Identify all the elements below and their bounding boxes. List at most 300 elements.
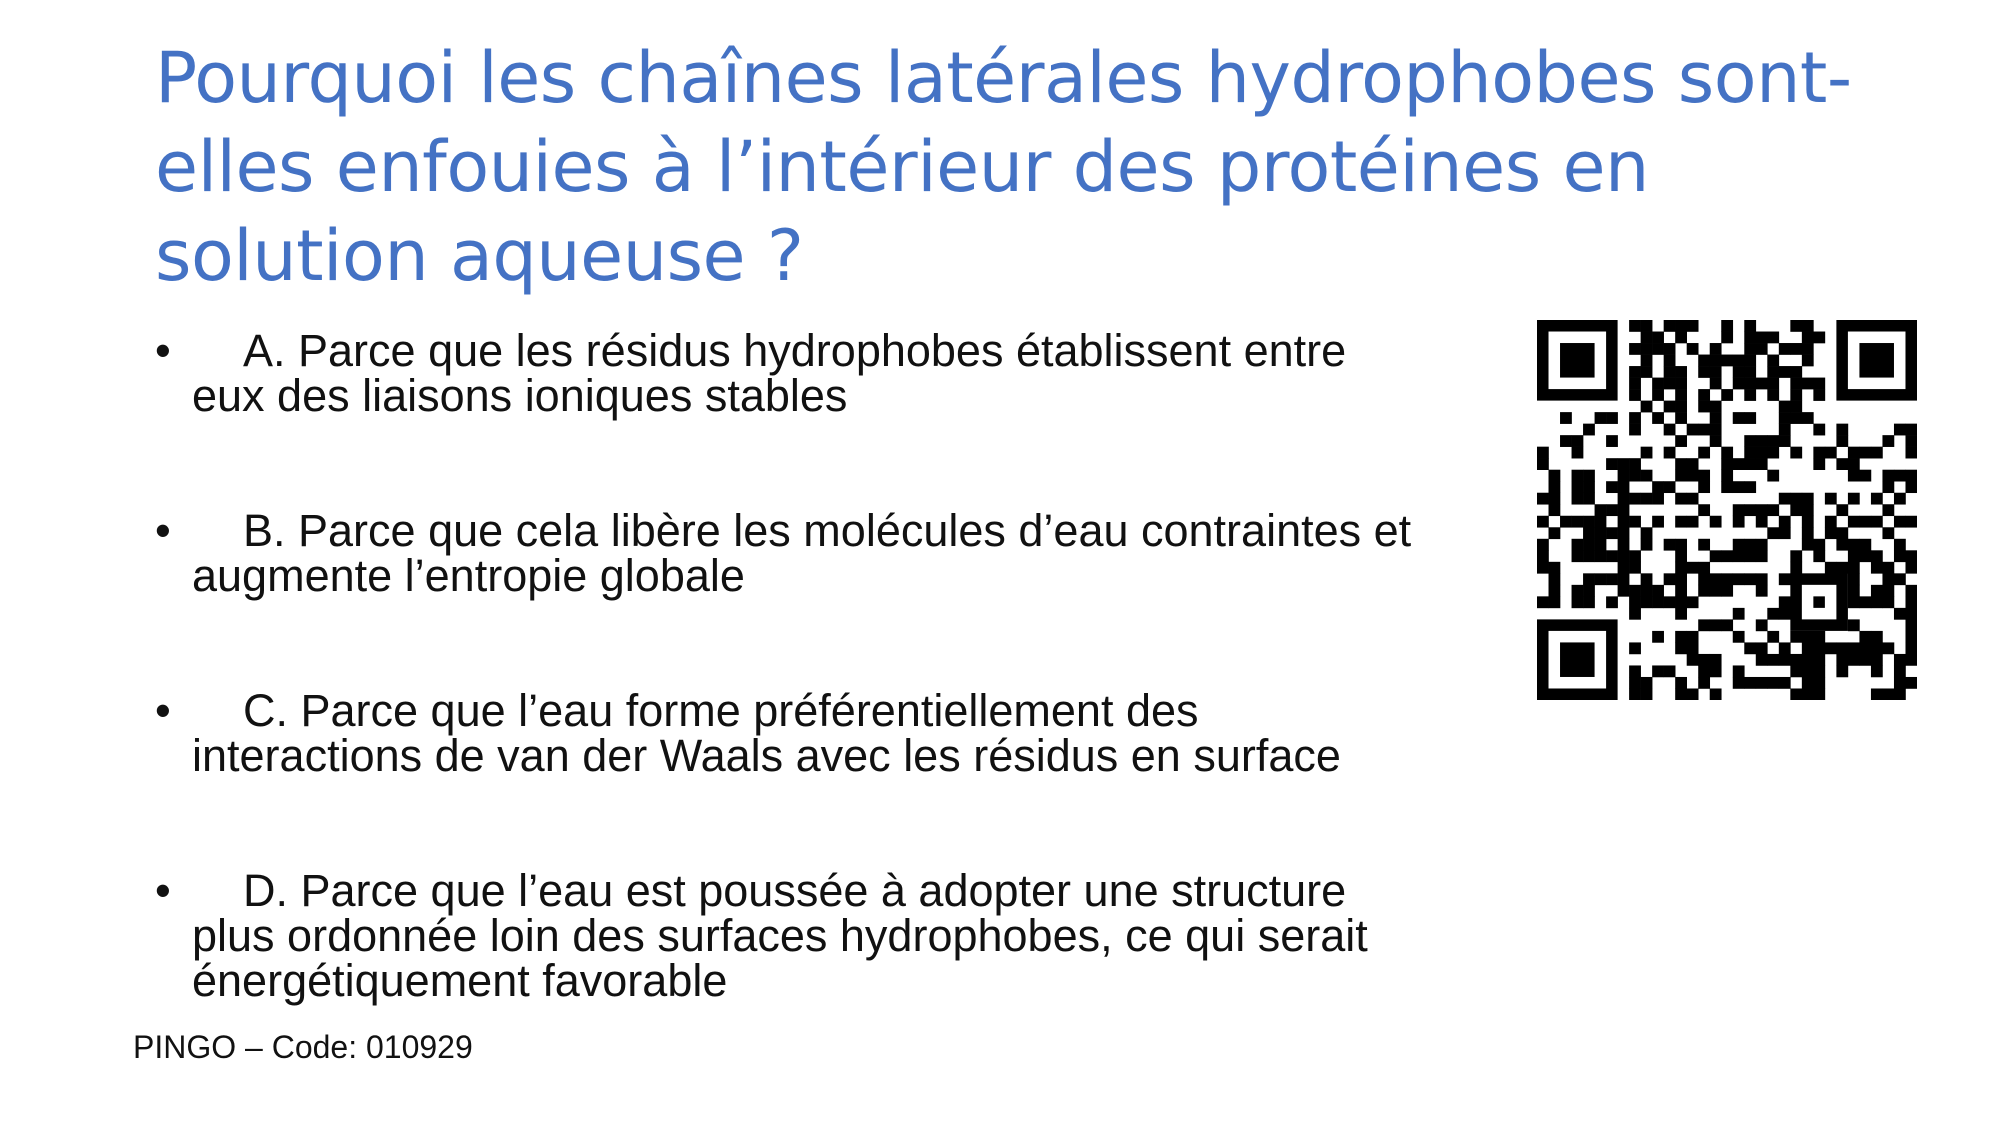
qr-module bbox=[1848, 470, 1860, 482]
qr-module bbox=[1606, 596, 1618, 608]
qr-module bbox=[1618, 516, 1630, 528]
qr-module bbox=[1905, 596, 1917, 608]
qr-module bbox=[1836, 458, 1848, 470]
qr-module bbox=[1595, 550, 1607, 562]
qr-module bbox=[1744, 332, 1756, 344]
qr-module bbox=[1802, 504, 1814, 516]
qr-module bbox=[1652, 343, 1664, 355]
qr-module bbox=[1790, 447, 1802, 459]
qr-module bbox=[1882, 642, 1894, 654]
qr-module bbox=[1675, 585, 1687, 597]
qr-module bbox=[1767, 504, 1779, 516]
qr-module bbox=[1549, 596, 1561, 608]
qr-module bbox=[1756, 435, 1768, 447]
qr-module bbox=[1859, 654, 1871, 666]
qr-module bbox=[1618, 562, 1630, 574]
qr-module bbox=[1790, 550, 1802, 562]
option-b-line-1: B. Parce que cela libère les molécules d’eau contraintes et bbox=[243, 505, 1412, 556]
qr-module bbox=[1871, 550, 1883, 562]
qr-module bbox=[1779, 366, 1791, 378]
qr-module bbox=[1802, 332, 1814, 344]
qr-module bbox=[1802, 631, 1814, 643]
qr-module bbox=[1905, 562, 1917, 574]
qr-module bbox=[1871, 654, 1883, 666]
qr-module bbox=[1721, 470, 1733, 482]
qr-module bbox=[1905, 585, 1917, 597]
qr-module bbox=[1641, 493, 1653, 505]
qr-module bbox=[1882, 470, 1894, 482]
bullet: • bbox=[155, 865, 171, 916]
qr-module bbox=[1744, 481, 1756, 493]
qr-module bbox=[1629, 688, 1641, 700]
qr-module bbox=[1629, 608, 1641, 620]
qr-module bbox=[1687, 493, 1699, 505]
qr-module bbox=[1825, 447, 1837, 459]
qr-module bbox=[1905, 481, 1917, 493]
qr-module bbox=[1537, 539, 1549, 551]
qr-module bbox=[1744, 642, 1756, 654]
qr-module bbox=[1859, 447, 1871, 459]
qr-module bbox=[1733, 550, 1745, 562]
qr-module bbox=[1618, 527, 1630, 539]
qr-module bbox=[1744, 366, 1756, 378]
qr-module bbox=[1733, 481, 1745, 493]
qr-module bbox=[1802, 527, 1814, 539]
qr-module bbox=[1675, 378, 1687, 390]
qr-module bbox=[1629, 665, 1641, 677]
qr-module bbox=[1905, 608, 1917, 620]
qr-module bbox=[1871, 688, 1883, 700]
option-d-line-2: plus ordonnée loin des surfaces hydrophobes, ce qui serait bbox=[192, 910, 1368, 961]
qr-module bbox=[1779, 343, 1791, 355]
qr-module bbox=[1687, 343, 1699, 355]
qr-module bbox=[1733, 539, 1745, 551]
qr-code-icon bbox=[1537, 320, 1917, 700]
qr-module bbox=[1618, 481, 1630, 493]
qr-module bbox=[1767, 631, 1779, 643]
qr-module bbox=[1733, 355, 1745, 367]
qr-module bbox=[1629, 596, 1641, 608]
qr-module bbox=[1721, 619, 1733, 631]
qr-module bbox=[1744, 504, 1756, 516]
qr-module bbox=[1836, 562, 1848, 574]
qr-module bbox=[1572, 435, 1584, 447]
qr-module bbox=[1652, 378, 1664, 390]
qr-module bbox=[1779, 424, 1791, 436]
qr-module bbox=[1583, 516, 1595, 528]
qr-module bbox=[1779, 493, 1791, 505]
qr-module bbox=[1790, 343, 1802, 355]
qr-module bbox=[1813, 642, 1825, 654]
qr-module bbox=[1687, 654, 1699, 666]
qr-module bbox=[1710, 516, 1722, 528]
qr-module bbox=[1664, 355, 1676, 367]
qr-module bbox=[1790, 320, 1802, 332]
qr-module bbox=[1583, 573, 1595, 585]
qr-module bbox=[1767, 527, 1779, 539]
qr-module bbox=[1618, 573, 1630, 585]
qr-module bbox=[1641, 688, 1653, 700]
qr-module bbox=[1905, 619, 1917, 631]
qr-module bbox=[1641, 527, 1653, 539]
qr-module bbox=[1813, 447, 1825, 459]
qr-module bbox=[1779, 608, 1791, 620]
qr-module bbox=[1733, 378, 1745, 390]
qr-module bbox=[1836, 527, 1848, 539]
qr-module bbox=[1675, 389, 1687, 401]
qr-module bbox=[1698, 424, 1710, 436]
qr-module bbox=[1894, 516, 1906, 528]
qr-module bbox=[1652, 585, 1664, 597]
qr-module bbox=[1905, 470, 1917, 482]
qr-module bbox=[1675, 550, 1687, 562]
qr-module bbox=[1687, 424, 1699, 436]
qr-module bbox=[1549, 573, 1561, 585]
title-line-1: Pourquoi les chaînes latérales hydrophobes sont- bbox=[155, 37, 1852, 119]
qr-module bbox=[1641, 320, 1653, 332]
qr-module bbox=[1721, 481, 1733, 493]
qr-module bbox=[1641, 677, 1653, 689]
qr-module bbox=[1710, 573, 1722, 585]
qr-module bbox=[1710, 366, 1722, 378]
qr-module bbox=[1710, 619, 1722, 631]
qr-module bbox=[1767, 435, 1779, 447]
qr-module bbox=[1767, 677, 1779, 689]
qr-module bbox=[1882, 481, 1894, 493]
qr-module bbox=[1721, 585, 1733, 597]
qr-module bbox=[1767, 366, 1779, 378]
qr-module bbox=[1813, 677, 1825, 689]
qr-module bbox=[1664, 320, 1676, 332]
qr-module bbox=[1721, 573, 1733, 585]
qr-module bbox=[1583, 539, 1595, 551]
qr-module bbox=[1790, 493, 1802, 505]
qr-module bbox=[1710, 585, 1722, 597]
qr-module bbox=[1882, 573, 1894, 585]
qr-module bbox=[1698, 677, 1710, 689]
qr-module bbox=[1641, 447, 1653, 459]
qr-module bbox=[1595, 573, 1607, 585]
qr-module bbox=[1871, 516, 1883, 528]
qr-module bbox=[1698, 619, 1710, 631]
qr-module bbox=[1687, 458, 1699, 470]
qr-module bbox=[1583, 481, 1595, 493]
option-a-line-1: A. Parce que les résidus hydrophobes établissent entre bbox=[243, 325, 1347, 376]
qr-module bbox=[1813, 389, 1825, 401]
qr-module bbox=[1848, 516, 1860, 528]
qr-module bbox=[1767, 447, 1779, 459]
qr-module bbox=[1813, 378, 1825, 390]
qr-module bbox=[1606, 412, 1618, 424]
qr-module bbox=[1779, 654, 1791, 666]
qr-module bbox=[1790, 631, 1802, 643]
answer-option-c bbox=[155, 685, 1535, 781]
qr-module bbox=[1790, 688, 1802, 700]
qr-module bbox=[1836, 424, 1848, 436]
qr-module bbox=[1802, 539, 1814, 551]
qr-module bbox=[1629, 424, 1641, 436]
qr-module bbox=[1894, 573, 1906, 585]
qr-module bbox=[1836, 654, 1848, 666]
qr-module bbox=[1698, 504, 1710, 516]
qr-module bbox=[1710, 435, 1722, 447]
qr-module bbox=[1698, 389, 1710, 401]
title-line-3: solution aqueuse ? bbox=[155, 215, 804, 297]
qr-module bbox=[1882, 435, 1894, 447]
qr-module bbox=[1698, 539, 1710, 551]
qr-module bbox=[1606, 458, 1618, 470]
qr-module bbox=[1779, 435, 1791, 447]
qr-module bbox=[1698, 562, 1710, 574]
qr-module bbox=[1583, 493, 1595, 505]
qr-module bbox=[1802, 493, 1814, 505]
qr-module bbox=[1733, 366, 1745, 378]
qr-module bbox=[1710, 424, 1722, 436]
qr-module bbox=[1537, 447, 1549, 459]
qr-module bbox=[1802, 320, 1814, 332]
qr-module bbox=[1652, 332, 1664, 344]
qr-module bbox=[1664, 596, 1676, 608]
qr-module bbox=[1825, 516, 1837, 528]
qr-module bbox=[1537, 516, 1549, 528]
qr-module bbox=[1859, 470, 1871, 482]
bullet: • bbox=[155, 325, 171, 376]
qr-module bbox=[1664, 366, 1676, 378]
qr-module bbox=[1756, 516, 1768, 528]
qr-module bbox=[1790, 389, 1802, 401]
qr-module bbox=[1652, 412, 1664, 424]
qr-module bbox=[1698, 585, 1710, 597]
qr-module bbox=[1687, 688, 1699, 700]
qr-module bbox=[1859, 596, 1871, 608]
qr-module bbox=[1560, 516, 1572, 528]
qr-module bbox=[1698, 654, 1710, 666]
qr-module bbox=[1871, 665, 1883, 677]
qr-module bbox=[1802, 355, 1814, 367]
qr-module bbox=[1779, 642, 1791, 654]
qr-module bbox=[1848, 585, 1860, 597]
qr-module bbox=[1710, 654, 1722, 666]
qr-module bbox=[1848, 458, 1860, 470]
qr-module bbox=[1675, 562, 1687, 574]
qr-module bbox=[1836, 504, 1848, 516]
qr-module bbox=[1675, 412, 1687, 424]
qr-alignment-core bbox=[1813, 596, 1825, 608]
qr-module bbox=[1675, 516, 1687, 528]
qr-module bbox=[1756, 642, 1768, 654]
qr-module bbox=[1802, 642, 1814, 654]
qr-module bbox=[1595, 527, 1607, 539]
qr-module bbox=[1767, 654, 1779, 666]
qr-module bbox=[1733, 677, 1745, 689]
qr-module bbox=[1767, 378, 1779, 390]
qr-module bbox=[1698, 573, 1710, 585]
qr-module bbox=[1767, 389, 1779, 401]
qr-module bbox=[1641, 355, 1653, 367]
qr-module bbox=[1629, 320, 1641, 332]
qr-module bbox=[1641, 401, 1653, 413]
qr-module bbox=[1825, 562, 1837, 574]
qr-module bbox=[1629, 585, 1641, 597]
qr-module bbox=[1882, 688, 1894, 700]
qr-module bbox=[1721, 458, 1733, 470]
qr-module bbox=[1802, 654, 1814, 666]
qr-module bbox=[1813, 665, 1825, 677]
qr-module bbox=[1560, 435, 1572, 447]
qr-module bbox=[1629, 562, 1641, 574]
qr-module bbox=[1710, 688, 1722, 700]
bullet: • bbox=[155, 505, 171, 556]
qr-module bbox=[1836, 642, 1848, 654]
qr-module bbox=[1733, 412, 1745, 424]
qr-module bbox=[1744, 389, 1756, 401]
qr-module bbox=[1779, 412, 1791, 424]
answer-option-d bbox=[155, 865, 1535, 1006]
qr-module bbox=[1549, 562, 1561, 574]
qr-module bbox=[1629, 366, 1641, 378]
option-d-line-1: D. Parce que l’eau est poussée à adopter une structure bbox=[243, 865, 1347, 916]
qr-module bbox=[1675, 688, 1687, 700]
qr-module bbox=[1652, 631, 1664, 643]
qr-module bbox=[1629, 493, 1641, 505]
qr-module bbox=[1905, 642, 1917, 654]
qr-module bbox=[1882, 596, 1894, 608]
bullet: • bbox=[155, 685, 171, 736]
qr-module bbox=[1641, 343, 1653, 355]
qr-module bbox=[1871, 447, 1883, 459]
qr-module bbox=[1629, 470, 1641, 482]
qr-module bbox=[1606, 435, 1618, 447]
qr-module bbox=[1606, 504, 1618, 516]
qr-module bbox=[1744, 539, 1756, 551]
qr-module bbox=[1905, 654, 1917, 666]
qr-module bbox=[1641, 332, 1653, 344]
qr-module bbox=[1618, 493, 1630, 505]
qr-module bbox=[1744, 412, 1756, 424]
qr-module bbox=[1675, 435, 1687, 447]
qr-module bbox=[1629, 343, 1641, 355]
qr-module bbox=[1698, 447, 1710, 459]
option-c-line-2: interactions de van der Waals avec les résidus en surface bbox=[192, 730, 1341, 781]
qr-module bbox=[1744, 677, 1756, 689]
qr-module bbox=[1756, 573, 1768, 585]
qr-module bbox=[1710, 401, 1722, 413]
qr-module bbox=[1675, 573, 1687, 585]
qr-module bbox=[1744, 320, 1756, 332]
qr-module bbox=[1549, 585, 1561, 597]
qr-module bbox=[1813, 424, 1825, 436]
qr-module bbox=[1871, 631, 1883, 643]
qr-module bbox=[1629, 458, 1641, 470]
qr-module bbox=[1618, 550, 1630, 562]
qr-module bbox=[1825, 493, 1837, 505]
qr-module bbox=[1595, 412, 1607, 424]
qr-module bbox=[1698, 481, 1710, 493]
qr-module bbox=[1629, 378, 1641, 390]
qr-module bbox=[1687, 516, 1699, 528]
qr-module bbox=[1698, 366, 1710, 378]
qr-module bbox=[1710, 355, 1722, 367]
qr-module bbox=[1802, 677, 1814, 689]
qr-module bbox=[1894, 608, 1906, 620]
qr-module bbox=[1687, 470, 1699, 482]
qr-module bbox=[1779, 596, 1791, 608]
qr-module bbox=[1733, 608, 1745, 620]
qr-module bbox=[1813, 654, 1825, 666]
qr-module bbox=[1905, 550, 1917, 562]
qr-module bbox=[1675, 320, 1687, 332]
qr-module bbox=[1675, 366, 1687, 378]
qr-module bbox=[1652, 389, 1664, 401]
qr-module bbox=[1733, 504, 1745, 516]
qr-module bbox=[1790, 412, 1802, 424]
qr-module bbox=[1721, 550, 1733, 562]
qr-module bbox=[1905, 516, 1917, 528]
qr-module bbox=[1756, 585, 1768, 597]
qr-module bbox=[1687, 562, 1699, 574]
qr-module bbox=[1675, 539, 1687, 551]
qr-module bbox=[1825, 527, 1837, 539]
qr-module bbox=[1618, 458, 1630, 470]
qr-module bbox=[1871, 493, 1883, 505]
qr-module bbox=[1629, 389, 1641, 401]
qr-module bbox=[1871, 585, 1883, 597]
answer-options-list bbox=[155, 325, 1535, 1093]
qr-module bbox=[1675, 458, 1687, 470]
qr-module bbox=[1767, 355, 1779, 367]
qr-module bbox=[1894, 688, 1906, 700]
qr-module bbox=[1733, 665, 1745, 677]
qr-module bbox=[1894, 470, 1906, 482]
qr-module bbox=[1882, 527, 1894, 539]
qr-module bbox=[1756, 677, 1768, 689]
qr-module bbox=[1779, 401, 1791, 413]
qr-module bbox=[1813, 332, 1825, 344]
qr-module bbox=[1641, 470, 1653, 482]
qr-module bbox=[1675, 493, 1687, 505]
qr-module bbox=[1882, 504, 1894, 516]
qr-module bbox=[1675, 401, 1687, 413]
qr-module bbox=[1664, 447, 1676, 459]
qr-module bbox=[1871, 642, 1883, 654]
qr-module bbox=[1813, 539, 1825, 551]
qr-module bbox=[1790, 401, 1802, 413]
qr-module bbox=[1802, 412, 1814, 424]
qr-module bbox=[1756, 332, 1768, 344]
qr-module bbox=[1583, 550, 1595, 562]
qr-module bbox=[1894, 493, 1906, 505]
qr-module bbox=[1894, 665, 1906, 677]
qr-module bbox=[1641, 585, 1653, 597]
qr-module bbox=[1779, 516, 1791, 528]
qr-module bbox=[1848, 539, 1860, 551]
qr-code-graphic bbox=[1537, 320, 1917, 700]
qr-module bbox=[1606, 527, 1618, 539]
option-a-line-2: eux des liaisons ioniques stables bbox=[192, 370, 848, 421]
qr-module bbox=[1894, 677, 1906, 689]
qr-module bbox=[1848, 550, 1860, 562]
qr-module bbox=[1848, 596, 1860, 608]
qr-module bbox=[1790, 665, 1802, 677]
qr-module bbox=[1848, 654, 1860, 666]
qr-module bbox=[1802, 343, 1814, 355]
qr-module bbox=[1664, 539, 1676, 551]
qr-module bbox=[1848, 493, 1860, 505]
qr-module bbox=[1710, 343, 1722, 355]
qr-module bbox=[1652, 665, 1664, 677]
qr-module bbox=[1641, 539, 1653, 551]
qr-module bbox=[1882, 585, 1894, 597]
